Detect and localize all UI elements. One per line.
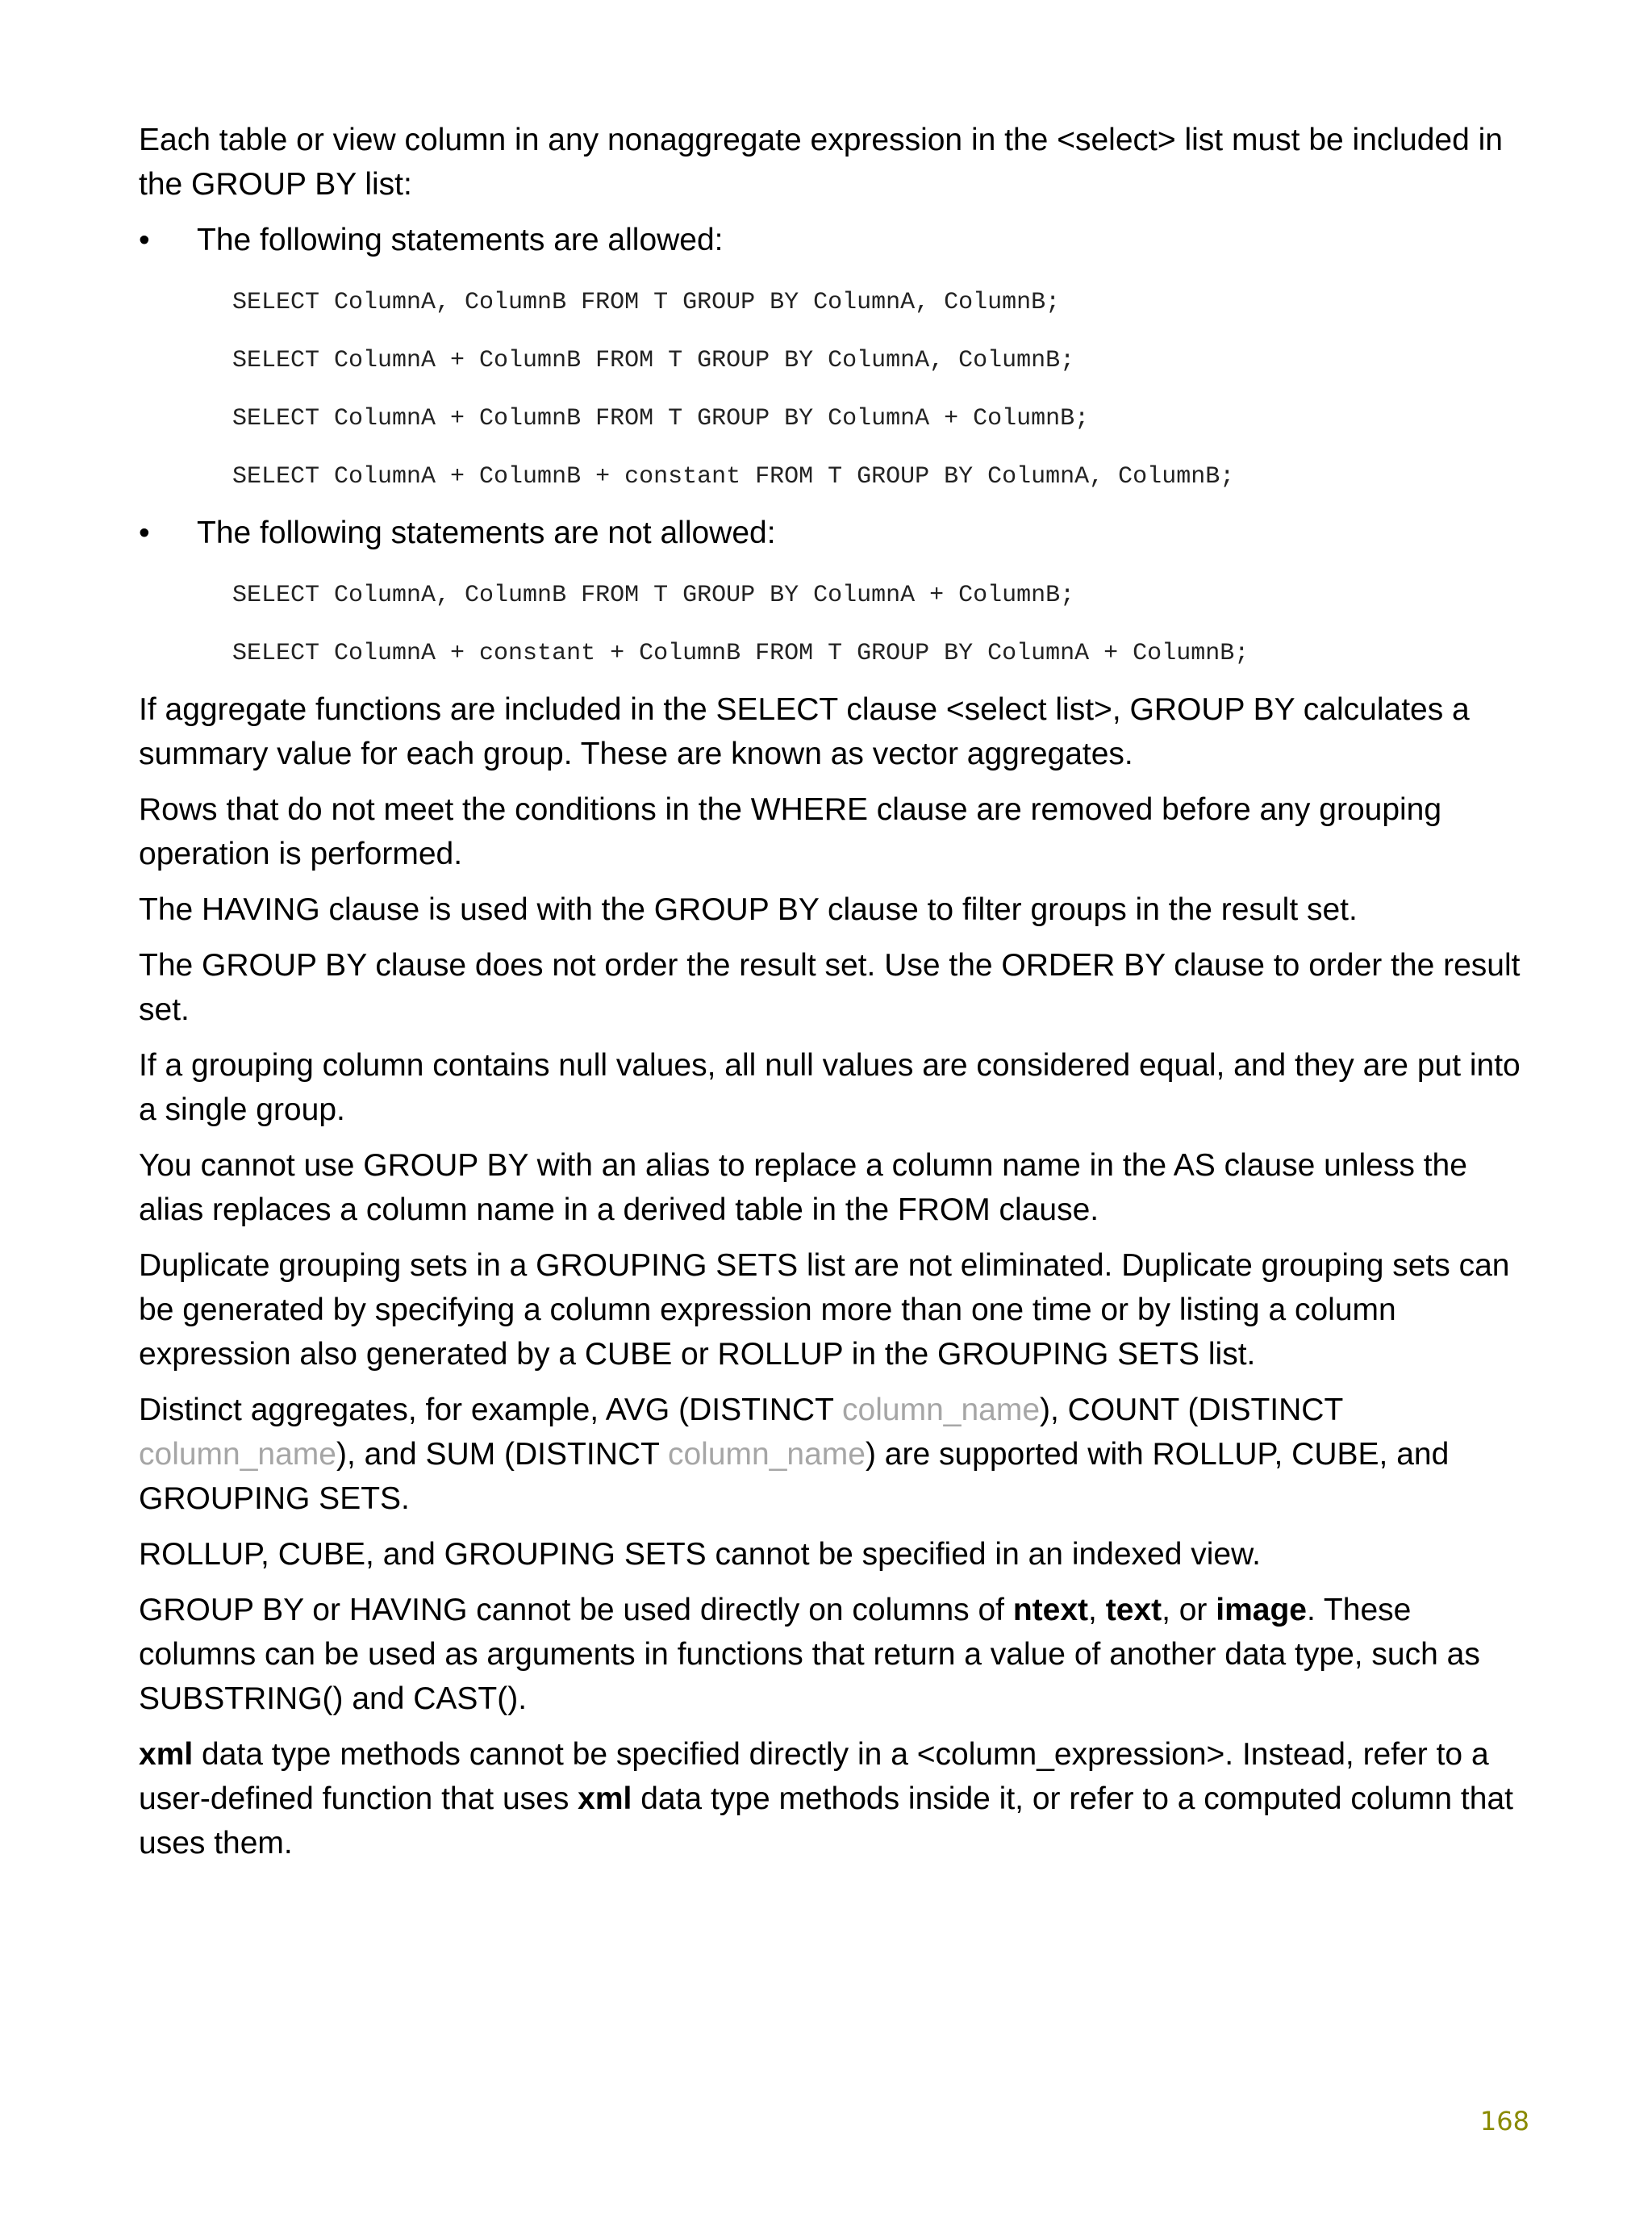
bullet-dot: • [139,223,150,257]
placeholder-column-name: column_name [842,1393,1041,1427]
text-run: ) are supported with ROLLUP, CUBE, and GROUPING SETS. [139,1437,1450,1516]
code-line: SELECT ColumnA + constant + ColumnB FROM T GROUP BY ColumnA + ColumnB; [232,640,1249,667]
not-allowed-heading: The following statements are not allowed: [197,516,776,550]
not-allowed-bullet [139,511,1526,555]
code-line: SELECT ColumnA + ColumnB + constant FROM T GROUP BY ColumnA, ColumnB; [232,463,1235,491]
allowed-bullet [139,218,1526,262]
code-line: SELECT ColumnA, ColumnB FROM T GROUP BY ColumnA, ColumnB; [232,289,1061,316]
text-run: data type methods cannot be specified directly in a <column_expression>. Instead, refer to a user-defined function that uses [139,1737,1489,1816]
code-line: SELECT ColumnA + ColumnB FROM T GROUP BY ColumnA, ColumnB; [232,347,1075,374]
body-paragraph: If a grouping column contains null values, all null values are considered equal, and they are put into a single group. [139,1048,1521,1127]
page-number: 168 [1479,2106,1529,2136]
body-paragraph: You cannot use GROUP BY with an alias to replace a column name in the AS clause unless the alias replaces a column name in a derived table in the FROM clause. [139,1148,1467,1227]
bullet-dot: • [139,516,150,550]
rollup-paragraph: ROLLUP, CUBE, and GROUPING SETS cannot be specified in an indexed view. [139,1537,1261,1572]
text-run: , [1088,1593,1106,1627]
bold-term: ntext [1012,1593,1089,1627]
allowed-heading: The following statements are allowed: [197,223,724,257]
bold-term: image [1216,1593,1307,1627]
text-run: GROUP BY or HAVING cannot be used directly on columns of [139,1593,1013,1627]
text-run: ), and SUM (DISTINCT [336,1437,668,1472]
bold-term: xml [578,1781,632,1816]
body-paragraph: The GROUP BY clause does not order the result set. Use the ORDER BY clause to order the result set. [139,948,1521,1027]
text-run: , or [1162,1593,1216,1627]
intro-paragraph: Each table or view column in any nonaggregate expression in the <select> list must be included in the GROUP BY list: [139,123,1503,202]
ntext-paragraph [139,1588,1526,1721]
placeholder-column-name: column_name [667,1437,866,1472]
not-allowed-code-block [139,566,1526,683]
bold-term: text [1105,1593,1162,1627]
body-paragraph: Rows that do not meet the conditions in the WHERE clause are removed before any grouping operation is performed. [139,792,1442,871]
body-paragraph: The HAVING clause is used with the GROUP BY clause to filter groups in the result set. [139,892,1358,927]
code-line: SELECT ColumnA, ColumnB FROM T GROUP BY ColumnA + ColumnB; [232,582,1075,609]
text-run: data type methods inside it, or refer to a computed column that uses them. [139,1781,1513,1861]
document-page [139,118,1526,1877]
text-run: Distinct aggregates, for example, AVG (DISTINCT [139,1393,843,1427]
code-line: SELECT ColumnA + ColumnB FROM T GROUP BY ColumnA + ColumnB; [232,405,1090,432]
text-run: . These columns can be used as arguments in functions that return a value of another data type, such as SUBSTRING() and CAST(). [139,1593,1480,1716]
text-run: ), COUNT (DISTINCT [1040,1393,1343,1427]
placeholder-column-name: column_name [139,1437,336,1472]
allowed-code-block [139,274,1526,506]
xml-paragraph [139,1732,1526,1865]
body-paragraph: If aggregate functions are included in the SELECT clause <select list>, GROUP BY calculates a summary value for each group. These are known as vector aggregates. [139,692,1470,771]
body-paragraph: Duplicate grouping sets in a GROUPING SETS list are not eliminated. Duplicate grouping sets can be generated by specifying a column expression more than one time or by listing a column expression also generated by a CUBE or ROLLUP in the GROUPING SETS list. [139,1248,1510,1372]
distinct-aggregates-paragraph [139,1388,1526,1521]
bold-term: xml [139,1737,194,1772]
